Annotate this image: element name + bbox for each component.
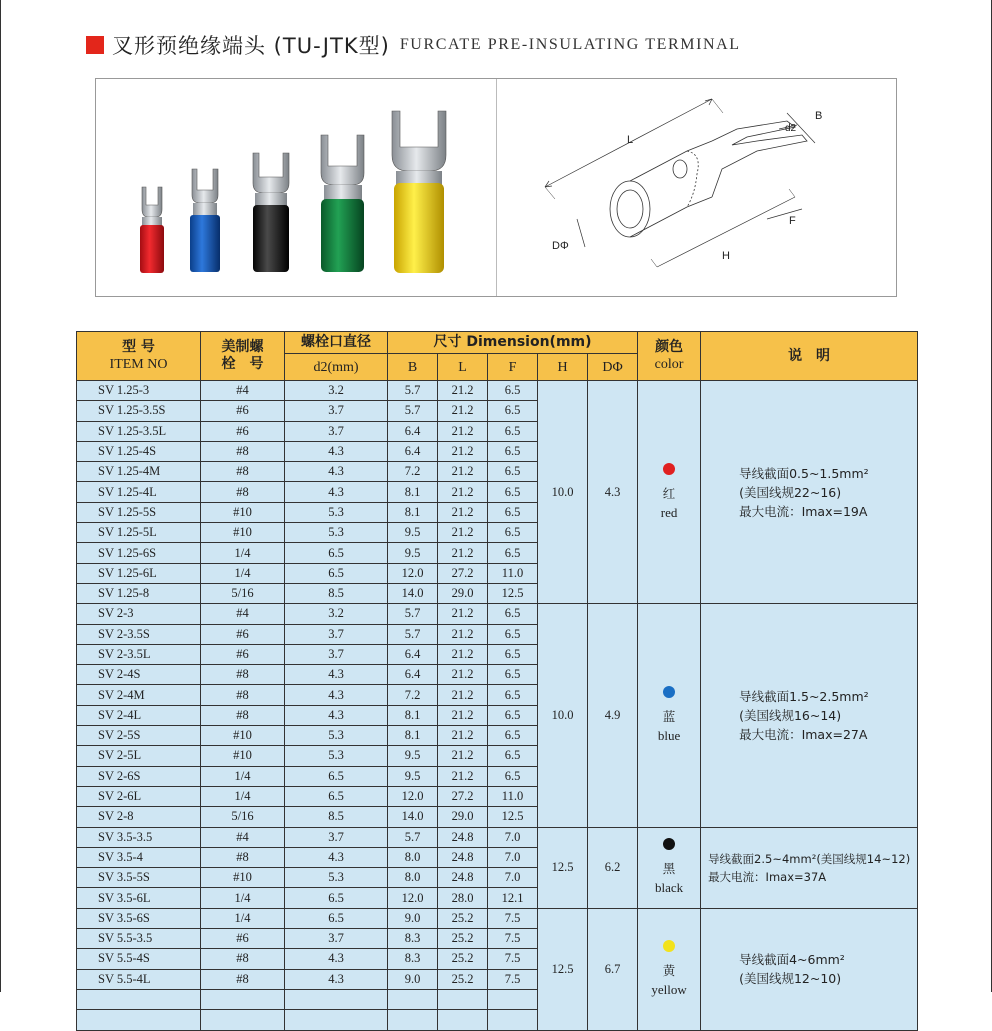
cell-stud: #10 bbox=[201, 746, 285, 766]
cell-F: 6.5 bbox=[488, 482, 538, 502]
page-border-left bbox=[0, 0, 1, 992]
table-row bbox=[77, 381, 918, 401]
cell-item bbox=[77, 1010, 201, 1030]
header-L: L bbox=[438, 354, 488, 381]
cell-B: 8.1 bbox=[388, 502, 438, 522]
cell-color bbox=[638, 827, 701, 908]
header-stud-cn-1: 美制螺 bbox=[221, 339, 264, 355]
cell-L: 21.2 bbox=[438, 543, 488, 563]
cell-d2: 3.2 bbox=[285, 604, 388, 624]
cell-stud: #10 bbox=[201, 868, 285, 888]
color-name-en: black bbox=[654, 880, 684, 896]
cell-B: 7.2 bbox=[388, 685, 438, 705]
cell-item: SV 1.25-3.5L bbox=[77, 421, 201, 441]
dim-label-L: L bbox=[627, 134, 634, 146]
cell-L: 21.2 bbox=[438, 441, 488, 461]
description-line: 最大电流：Imax=27A bbox=[739, 726, 868, 742]
color-name-cn: 黑 bbox=[662, 861, 676, 877]
cell-L: 21.2 bbox=[438, 401, 488, 421]
header-d2-cn: 螺栓口直径 bbox=[285, 332, 388, 354]
cell-L: 21.2 bbox=[438, 421, 488, 441]
cell-F: 6.5 bbox=[488, 746, 538, 766]
cell-item: SV 2-5L bbox=[77, 746, 201, 766]
cell-item: SV 5.5-4S bbox=[77, 949, 201, 969]
cell-L: 21.2 bbox=[438, 624, 488, 644]
cell-L: 24.8 bbox=[438, 847, 488, 867]
dim-label-B: B bbox=[815, 110, 823, 122]
cell-F: 7.0 bbox=[488, 827, 538, 847]
green-terminal bbox=[321, 135, 364, 272]
cell-item: SV 1.25-3 bbox=[77, 381, 201, 401]
cell-L: 24.8 bbox=[438, 868, 488, 888]
terminals-photo bbox=[96, 79, 496, 296]
cell-d2: 8.5 bbox=[285, 583, 388, 603]
cell-B: 9.5 bbox=[388, 523, 438, 543]
cell-item: SV 1.25-3.5S bbox=[77, 401, 201, 421]
cell-stud: #8 bbox=[201, 685, 285, 705]
cell-stud: 5/16 bbox=[201, 583, 285, 603]
cell-F: 12.5 bbox=[488, 807, 538, 827]
cell-B: 6.4 bbox=[388, 421, 438, 441]
description-line: 导线截面1.5~2.5mm² bbox=[739, 688, 869, 704]
cell-F: 12.1 bbox=[488, 888, 538, 908]
cell-B: 5.7 bbox=[388, 381, 438, 401]
blue-terminal bbox=[190, 169, 220, 272]
cell-item: SV 3.5-3.5 bbox=[77, 827, 201, 847]
cell-L: 21.2 bbox=[438, 665, 488, 685]
cell-item: SV 2-4M bbox=[77, 685, 201, 705]
dim-label-D: DΦ bbox=[552, 240, 569, 252]
cell-stud: 1/4 bbox=[201, 786, 285, 806]
cell-item: SV 1.25-4L bbox=[77, 482, 201, 502]
cell-L: 21.2 bbox=[438, 502, 488, 522]
cell-item: SV 2-3.5S bbox=[77, 624, 201, 644]
description-line: 导线截面0.5~1.5mm² bbox=[739, 465, 869, 481]
cell-F: 6.5 bbox=[488, 624, 538, 644]
dimension-drawing bbox=[497, 79, 896, 296]
cell-color bbox=[638, 381, 701, 604]
cell-F bbox=[488, 989, 538, 1009]
cell-L: 25.2 bbox=[438, 929, 488, 949]
cell-L bbox=[438, 989, 488, 1009]
cell-item: SV 3.5-6S bbox=[77, 908, 201, 928]
page-title-cn: 叉形预绝缘端头 (TU-JTK型) bbox=[112, 34, 390, 58]
cell-d2: 6.5 bbox=[285, 543, 388, 563]
cell-L: 21.2 bbox=[438, 482, 488, 502]
header-B: B bbox=[388, 354, 438, 381]
header-stud-cn-2: 栓 号 bbox=[221, 356, 264, 372]
cell-L: 24.8 bbox=[438, 827, 488, 847]
cell-L: 25.2 bbox=[438, 908, 488, 928]
cell-B: 9.5 bbox=[388, 746, 438, 766]
cell-B: 8.0 bbox=[388, 868, 438, 888]
cell-stud: #6 bbox=[201, 624, 285, 644]
cell-F: 6.5 bbox=[488, 604, 538, 624]
cell-item: SV 2-6L bbox=[77, 786, 201, 806]
cell-B: 14.0 bbox=[388, 807, 438, 827]
cell-L: 21.2 bbox=[438, 381, 488, 401]
cell-item: SV 2-5S bbox=[77, 726, 201, 746]
cell-stud: #8 bbox=[201, 441, 285, 461]
cell-B: 9.5 bbox=[388, 766, 438, 786]
cell-description bbox=[701, 827, 918, 908]
cell-d2: 3.2 bbox=[285, 381, 388, 401]
cell-stud: 1/4 bbox=[201, 888, 285, 908]
cell-item: SV 1.25-6L bbox=[77, 563, 201, 583]
page-title-en: FURCATE PRE-INSULATING TERMINAL bbox=[399, 36, 741, 53]
cell-L: 21.2 bbox=[438, 705, 488, 725]
cell-F: 6.5 bbox=[488, 523, 538, 543]
header-F: F bbox=[488, 354, 538, 381]
dim-label-H: H bbox=[722, 250, 730, 262]
dim-label-d2: d2 bbox=[785, 123, 797, 134]
color-name-en: yellow bbox=[651, 981, 687, 997]
cell-L: 21.2 bbox=[438, 644, 488, 664]
header-color bbox=[638, 332, 701, 381]
description-line: 最大电流：Imax=19A bbox=[739, 503, 868, 519]
cell-d2: 4.3 bbox=[285, 482, 388, 502]
cell-stud: 1/4 bbox=[201, 908, 285, 928]
cell-B: 8.1 bbox=[388, 726, 438, 746]
cell-H: 12.5 bbox=[538, 827, 588, 908]
description-line: (美国线规16~14) bbox=[739, 707, 842, 723]
table-row bbox=[77, 604, 918, 624]
cell-item: SV 2-3.5L bbox=[77, 644, 201, 664]
cell-item: SV 2-4S bbox=[77, 665, 201, 685]
description-line: (美国线规12~10) bbox=[739, 971, 842, 987]
description-line: 导线截面2.5~4mm²(美国线规14~12) bbox=[708, 851, 911, 866]
red-square-icon bbox=[86, 36, 104, 54]
cell-item: SV 5.5-4L bbox=[77, 969, 201, 989]
cell-D: 4.3 bbox=[588, 381, 638, 604]
cell-B: 7.2 bbox=[388, 462, 438, 482]
cell-d2: 5.3 bbox=[285, 523, 388, 543]
cell-F: 6.5 bbox=[488, 381, 538, 401]
cell-description bbox=[701, 604, 918, 827]
cell-color bbox=[638, 908, 701, 1030]
cell-stud: #8 bbox=[201, 665, 285, 685]
cell-F: 7.0 bbox=[488, 868, 538, 888]
cell-stud: #6 bbox=[201, 421, 285, 441]
color-dot-icon bbox=[663, 686, 675, 698]
cell-H: 10.0 bbox=[538, 604, 588, 827]
color-name-cn: 红 bbox=[662, 485, 676, 501]
color-name-en: red bbox=[660, 504, 678, 520]
cell-L: 27.2 bbox=[438, 563, 488, 583]
cell-F: 7.5 bbox=[488, 929, 538, 949]
cell-F: 6.5 bbox=[488, 766, 538, 786]
color-name-en: blue bbox=[657, 727, 681, 743]
cell-description bbox=[701, 381, 918, 604]
cell-stud: #6 bbox=[201, 644, 285, 664]
description-line: (美国线规22~16) bbox=[739, 484, 842, 500]
cell-D: 6.7 bbox=[588, 908, 638, 1030]
cell-stud: #6 bbox=[201, 929, 285, 949]
cell-F: 6.5 bbox=[488, 685, 538, 705]
cell-d2: 4.3 bbox=[285, 949, 388, 969]
cell-F: 6.5 bbox=[488, 726, 538, 746]
cell-item: SV 1.25-6S bbox=[77, 543, 201, 563]
cell-d2: 4.3 bbox=[285, 969, 388, 989]
cell-F: 6.5 bbox=[488, 462, 538, 482]
cell-F: 7.5 bbox=[488, 908, 538, 928]
cell-L: 25.2 bbox=[438, 969, 488, 989]
cell-d2: 8.5 bbox=[285, 807, 388, 827]
cell-B: 8.0 bbox=[388, 847, 438, 867]
cell-item bbox=[77, 989, 201, 1009]
cell-item: SV 2-3 bbox=[77, 604, 201, 624]
spec-table bbox=[76, 331, 918, 1031]
spec-table-body bbox=[77, 381, 918, 1031]
cell-d2: 6.5 bbox=[285, 888, 388, 908]
cell-item: SV 1.25-4M bbox=[77, 462, 201, 482]
cell-L bbox=[438, 1010, 488, 1030]
cell-stud: #8 bbox=[201, 847, 285, 867]
header-color-cn: 颜色 bbox=[655, 339, 684, 355]
cell-B bbox=[388, 989, 438, 1009]
cell-B: 12.0 bbox=[388, 786, 438, 806]
cell-B: 8.3 bbox=[388, 929, 438, 949]
cell-B: 8.3 bbox=[388, 949, 438, 969]
cell-B: 6.4 bbox=[388, 644, 438, 664]
cell-stud bbox=[201, 989, 285, 1009]
cell-d2: 5.3 bbox=[285, 868, 388, 888]
cell-item: SV 1.25-5L bbox=[77, 523, 201, 543]
cell-item: SV 2-6S bbox=[77, 766, 201, 786]
cell-F: 11.0 bbox=[488, 563, 538, 583]
dimension-diagram bbox=[497, 79, 896, 296]
cell-description bbox=[701, 908, 918, 1030]
cell-stud: 1/4 bbox=[201, 563, 285, 583]
cell-stud: #8 bbox=[201, 969, 285, 989]
cell-D: 4.9 bbox=[588, 604, 638, 827]
cell-H: 12.5 bbox=[538, 908, 588, 1030]
header-description: 说 明 bbox=[701, 332, 918, 381]
cell-stud: #6 bbox=[201, 401, 285, 421]
cell-B: 5.7 bbox=[388, 827, 438, 847]
cell-F: 6.5 bbox=[488, 705, 538, 725]
cell-L: 21.2 bbox=[438, 685, 488, 705]
cell-item: SV 5.5-3.5 bbox=[77, 929, 201, 949]
cell-d2: 5.3 bbox=[285, 502, 388, 522]
cell-item: SV 2-8 bbox=[77, 807, 201, 827]
cell-stud: 1/4 bbox=[201, 766, 285, 786]
cell-B: 5.7 bbox=[388, 604, 438, 624]
cell-B: 9.5 bbox=[388, 543, 438, 563]
cell-item: SV 2-4L bbox=[77, 705, 201, 725]
cell-F: 6.5 bbox=[488, 421, 538, 441]
cell-B: 6.4 bbox=[388, 665, 438, 685]
cell-stud: #8 bbox=[201, 705, 285, 725]
cell-F: 11.0 bbox=[488, 786, 538, 806]
cell-d2: 3.7 bbox=[285, 401, 388, 421]
header-item-en: ITEM NO bbox=[109, 357, 168, 372]
cell-L: 29.0 bbox=[438, 807, 488, 827]
cell-F: 6.5 bbox=[488, 644, 538, 664]
cell-d2: 6.5 bbox=[285, 908, 388, 928]
cell-stud: #8 bbox=[201, 482, 285, 502]
cell-B: 9.0 bbox=[388, 908, 438, 928]
cell-d2: 4.3 bbox=[285, 685, 388, 705]
cell-B: 12.0 bbox=[388, 563, 438, 583]
cell-B bbox=[388, 1010, 438, 1030]
cell-item: SV 3.5-4 bbox=[77, 847, 201, 867]
cell-d2: 3.7 bbox=[285, 624, 388, 644]
cell-F: 6.5 bbox=[488, 401, 538, 421]
cell-F: 7.5 bbox=[488, 969, 538, 989]
cell-item: SV 1.25-5S bbox=[77, 502, 201, 522]
cell-B: 5.7 bbox=[388, 401, 438, 421]
cell-stud: #4 bbox=[201, 381, 285, 401]
cell-B: 12.0 bbox=[388, 888, 438, 908]
color-name-cn: 蓝 bbox=[662, 708, 676, 724]
cell-B: 5.7 bbox=[388, 624, 438, 644]
cell-d2: 5.3 bbox=[285, 746, 388, 766]
cell-B: 8.1 bbox=[388, 705, 438, 725]
cell-L: 29.0 bbox=[438, 583, 488, 603]
red-terminal bbox=[140, 187, 164, 273]
cell-stud: #4 bbox=[201, 604, 285, 624]
cell-L: 21.2 bbox=[438, 726, 488, 746]
cell-L: 21.2 bbox=[438, 604, 488, 624]
header-stud bbox=[201, 332, 285, 381]
cell-L: 27.2 bbox=[438, 786, 488, 806]
terminals-photo-illustration bbox=[96, 79, 496, 296]
cell-stud bbox=[201, 1010, 285, 1030]
cell-L: 25.2 bbox=[438, 949, 488, 969]
cell-d2: 3.7 bbox=[285, 421, 388, 441]
black-terminal bbox=[253, 153, 289, 272]
cell-d2: 5.3 bbox=[285, 726, 388, 746]
cell-L: 28.0 bbox=[438, 888, 488, 908]
description-line: 导线截面4~6mm² bbox=[739, 952, 845, 968]
cell-H: 10.0 bbox=[538, 381, 588, 604]
header-item bbox=[77, 332, 201, 381]
table-row bbox=[77, 827, 918, 847]
color-dot-icon bbox=[663, 838, 675, 850]
cell-stud: #4 bbox=[201, 827, 285, 847]
cell-d2: 4.3 bbox=[285, 462, 388, 482]
cell-d2: 4.3 bbox=[285, 665, 388, 685]
cell-F: 6.5 bbox=[488, 543, 538, 563]
table-row bbox=[77, 908, 918, 928]
cell-stud: 1/4 bbox=[201, 543, 285, 563]
cell-d2 bbox=[285, 1010, 388, 1030]
cell-stud: 5/16 bbox=[201, 807, 285, 827]
header-item-cn: 型 号 bbox=[122, 339, 155, 355]
cell-item: SV 1.25-4S bbox=[77, 441, 201, 461]
cell-F: 7.0 bbox=[488, 847, 538, 867]
cell-F: 6.5 bbox=[488, 665, 538, 685]
cell-item: SV 1.25-8 bbox=[77, 583, 201, 603]
cell-stud: #8 bbox=[201, 949, 285, 969]
header-color-en: color bbox=[654, 357, 684, 372]
cell-stud: #10 bbox=[201, 523, 285, 543]
cell-stud: #8 bbox=[201, 462, 285, 482]
cell-item: SV 3.5-5S bbox=[77, 868, 201, 888]
cell-B: 9.0 bbox=[388, 969, 438, 989]
color-name-cn: 黄 bbox=[662, 962, 676, 978]
cell-d2: 3.7 bbox=[285, 827, 388, 847]
cell-d2: 4.3 bbox=[285, 441, 388, 461]
cell-L: 21.2 bbox=[438, 462, 488, 482]
cell-F: 6.5 bbox=[488, 441, 538, 461]
header-D: DΦ bbox=[588, 354, 638, 381]
cell-d2: 6.5 bbox=[285, 786, 388, 806]
cell-item: SV 3.5-6L bbox=[77, 888, 201, 908]
dim-label-F: F bbox=[789, 215, 796, 227]
description-line: 最大电流：Imax=37A bbox=[708, 869, 827, 884]
cell-d2: 6.5 bbox=[285, 563, 388, 583]
cell-F bbox=[488, 1010, 538, 1030]
cell-d2: 4.3 bbox=[285, 847, 388, 867]
cell-F: 6.5 bbox=[488, 502, 538, 522]
cell-F: 7.5 bbox=[488, 949, 538, 969]
yellow-terminal bbox=[392, 111, 446, 273]
cell-color bbox=[638, 604, 701, 827]
cell-L: 21.2 bbox=[438, 766, 488, 786]
cell-D: 6.2 bbox=[588, 827, 638, 908]
cell-stud: #10 bbox=[201, 726, 285, 746]
product-image-box bbox=[95, 78, 897, 297]
cell-stud: #10 bbox=[201, 502, 285, 522]
cell-L: 21.2 bbox=[438, 523, 488, 543]
header-d2-en: d2(mm) bbox=[285, 354, 388, 381]
header-dimension: 尺寸 Dimension(mm) bbox=[388, 332, 638, 354]
cell-B: 6.4 bbox=[388, 441, 438, 461]
page-header bbox=[86, 30, 741, 60]
cell-d2 bbox=[285, 989, 388, 1009]
cell-d2: 3.7 bbox=[285, 644, 388, 664]
header-H: H bbox=[538, 354, 588, 381]
cell-F: 12.5 bbox=[488, 583, 538, 603]
color-dot-icon bbox=[663, 463, 675, 475]
cell-B: 8.1 bbox=[388, 482, 438, 502]
cell-B: 14.0 bbox=[388, 583, 438, 603]
cell-d2: 4.3 bbox=[285, 705, 388, 725]
cell-L: 21.2 bbox=[438, 746, 488, 766]
cell-d2: 6.5 bbox=[285, 766, 388, 786]
color-dot-icon bbox=[663, 940, 675, 952]
cell-d2: 3.7 bbox=[285, 929, 388, 949]
